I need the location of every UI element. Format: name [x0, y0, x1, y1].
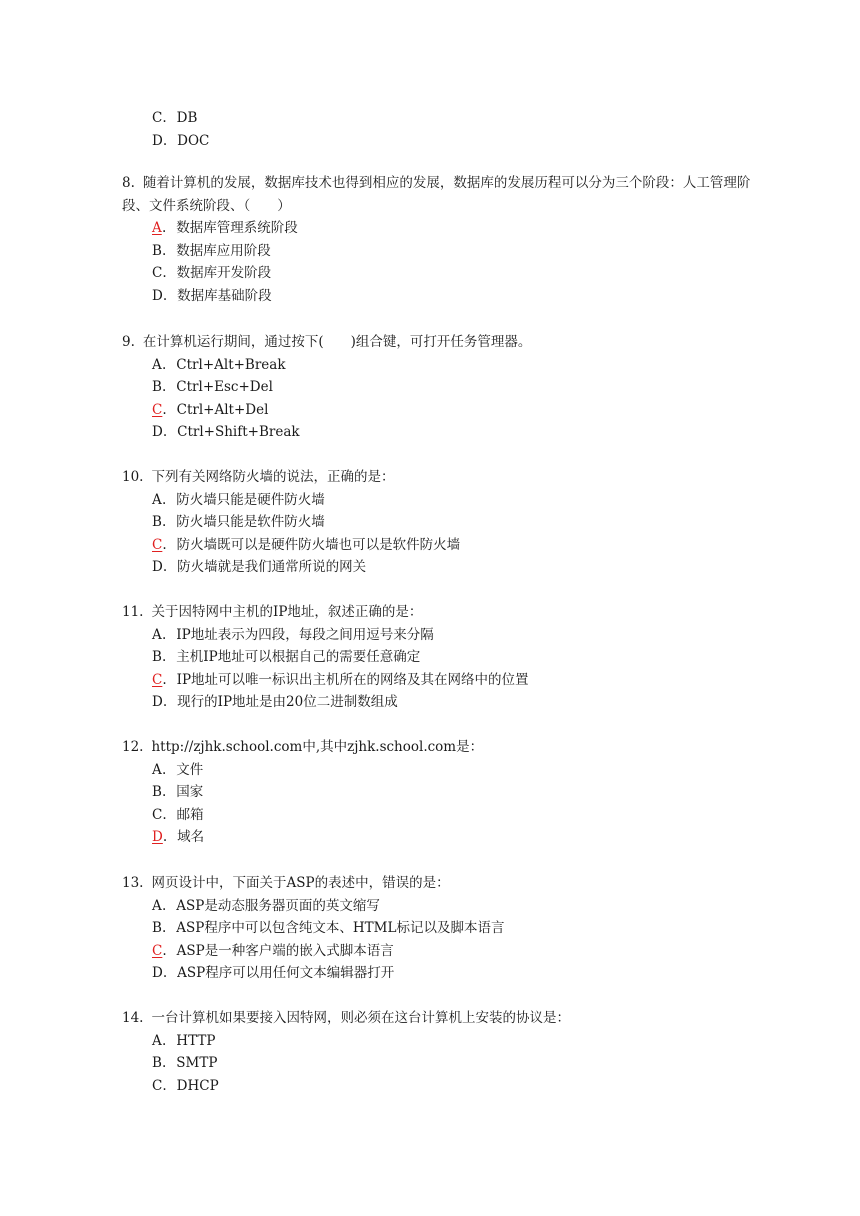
option-text: 数据库开发阶段 — [176, 265, 272, 282]
option-text: IP地址表示为四段，每段之间用逗号来分隔 — [176, 626, 434, 643]
option-letter: C — [152, 265, 163, 282]
option-text: 数据库管理系统阶段 — [176, 220, 298, 237]
option-letter: D — [152, 132, 163, 149]
options-list — [152, 217, 762, 307]
option-text: Ctrl+Esc+Del — [176, 379, 273, 396]
option-letter: C — [152, 401, 163, 418]
option-text: 防火墙就是我们通常所说的网关 — [177, 559, 367, 576]
options-list — [152, 759, 762, 849]
option-text: 现行的IP地址是由20位二进制数组成 — [177, 694, 398, 711]
options-list — [152, 624, 762, 714]
option-letter: B — [152, 784, 162, 801]
question-12 — [122, 736, 762, 849]
option-letter: B — [152, 242, 162, 259]
option-letter: B — [152, 649, 162, 666]
option-text: ASP程序中可以包含纯文本、HTML标记以及脚本语言 — [176, 920, 505, 937]
option-text: 防火墙只能是硬件防火墙 — [176, 491, 325, 508]
option-text: 主机IP地址可以根据自己的需要任意确定 — [176, 649, 421, 666]
option-text: ASP是一种客户端的嵌入式脚本语言 — [176, 942, 394, 959]
option-item: C. IP地址可以唯一标识出主机所在的网络及其在网络中的位置 — [152, 669, 762, 692]
option-letter: C — [152, 536, 163, 553]
question-number: 8. — [122, 175, 135, 191]
option-letter: C — [152, 110, 163, 126]
option-item: A. ASP是动态服务器页面的英文缩写 — [152, 895, 762, 918]
option-item: A. 数据库管理系统阶段 — [152, 217, 762, 240]
option-letter: D — [152, 965, 163, 982]
option-letter: A — [152, 1032, 162, 1049]
option-text: IP地址可以唯一标识出主机所在的网络及其在网络中的位置 — [176, 671, 529, 688]
option-text: 防火墙既可以是硬件防火墙也可以是软件防火墙 — [176, 536, 461, 553]
question-number: 11. — [122, 604, 144, 620]
option-letter: D — [152, 559, 163, 576]
option-text: DB — [176, 110, 198, 126]
option-item: C. 邮箱 — [152, 804, 762, 827]
question-number: 13. — [122, 875, 144, 891]
question-text: 下列有关网络防火墙的说法，正确的是： — [151, 469, 395, 485]
option-item: D. Ctrl+Shift+Break — [152, 421, 762, 444]
option-item: B. 主机IP地址可以根据自己的需要任意确定 — [152, 646, 762, 669]
option-item: C. DB — [152, 107, 209, 130]
question-text: 一台计算机如果要接入因特网，则必须在这台计算机上安装的协议是： — [151, 1010, 570, 1026]
option-item: B. 数据库应用阶段 — [152, 240, 762, 263]
question-number: 9. — [122, 334, 135, 350]
option-letter: D — [152, 424, 163, 441]
option-text: 防火墙只能是软件防火墙 — [176, 514, 325, 531]
option-text: DOC — [177, 132, 210, 149]
option-letter: D — [152, 287, 163, 304]
question-text: 在计算机运行期间，通过按下( )组合键，可打开任务管理器。 — [142, 334, 532, 350]
option-letter: A — [152, 897, 162, 914]
question-10 — [122, 466, 762, 579]
option-letter: C — [152, 806, 163, 823]
option-text: Ctrl+Shift+Break — [177, 424, 300, 441]
option-text: 域名 — [177, 829, 205, 846]
option-letter: A — [152, 761, 162, 778]
options-list — [152, 489, 762, 579]
option-letter: A — [152, 356, 162, 373]
question-text: 关于因特网中主机的IP地址，叙述正确的是： — [151, 604, 423, 620]
option-item: B. 国家 — [152, 781, 762, 804]
option-letter: D — [152, 829, 163, 846]
option-text: 邮箱 — [176, 806, 204, 823]
option-text: Ctrl+Alt+Del — [176, 401, 269, 418]
option-text: 数据库应用阶段 — [176, 242, 271, 259]
options-list — [152, 354, 762, 444]
option-text: ASP是动态服务器页面的英文缩写 — [176, 897, 380, 914]
option-letter: A — [152, 220, 162, 237]
option-letter: B — [152, 920, 162, 937]
question-11 — [122, 601, 762, 714]
option-letter: A — [152, 626, 162, 643]
option-item: A. HTTP — [152, 1030, 762, 1053]
option-letter: C — [152, 942, 163, 959]
question-text: 随着计算机的发展，数据库技术也得到相应的发展，数据库的发展历程可以分为三个阶段：人工管理阶段、文件系统阶段、（ ） — [122, 175, 751, 214]
option-item: C. 数据库开发阶段 — [152, 262, 762, 285]
option-text: 文件 — [176, 761, 204, 778]
option-text: SMTP — [176, 1055, 218, 1072]
option-item: B. ASP程序中可以包含纯文本、HTML标记以及脚本语言 — [152, 917, 762, 940]
question-text: http://zjhk.school.com中,其中zjhk.school.com是： — [151, 739, 484, 755]
option-item: A. 防火墙只能是硬件防火墙 — [152, 489, 762, 512]
option-item: D. ASP程序可以用任何文本编辑器打开 — [152, 962, 762, 985]
option-item: C. ASP是一种客户端的嵌入式脚本语言 — [152, 940, 762, 963]
option-item: C. DHCP — [152, 1075, 762, 1098]
option-item: B. Ctrl+Esc+Del — [152, 376, 762, 399]
option-item: D. 域名 — [152, 826, 762, 849]
options-list — [152, 895, 762, 985]
option-letter: B — [152, 1055, 162, 1072]
option-item: D. 现行的IP地址是由20位二进制数组成 — [152, 691, 762, 714]
option-item: A. IP地址表示为四段，每段之间用逗号来分隔 — [152, 624, 762, 647]
option-item: A. Ctrl+Alt+Break — [152, 354, 762, 377]
option-text: ASP程序可以用任何文本编辑器打开 — [177, 965, 395, 982]
option-letter: B — [152, 379, 162, 396]
option-text: 数据库基础阶段 — [177, 287, 272, 304]
question-13 — [122, 872, 762, 985]
option-item: D. 防火墙就是我们通常所说的网关 — [152, 556, 762, 579]
question-8 — [122, 172, 762, 308]
option-item: C. Ctrl+Alt+Del — [152, 399, 762, 422]
option-item: A. 文件 — [152, 759, 762, 782]
question-number: 12. — [122, 739, 144, 755]
options-list — [152, 1030, 762, 1098]
option-letter: C — [152, 671, 163, 688]
option-text: 国家 — [176, 784, 204, 801]
option-item: D. DOC — [152, 130, 209, 153]
carryover-options — [152, 107, 209, 152]
option-item: D. 数据库基础阶段 — [152, 285, 762, 308]
question-text: 网页设计中，下面关于ASP的表述中，错误的是： — [151, 875, 450, 891]
question-number: 10. — [122, 469, 144, 485]
option-text: DHCP — [176, 1077, 219, 1094]
question-14 — [122, 1007, 762, 1097]
option-item: C. 防火墙既可以是硬件防火墙也可以是软件防火墙 — [152, 534, 762, 557]
option-letter: A — [152, 491, 162, 508]
option-item: B. SMTP — [152, 1052, 762, 1075]
option-text: HTTP — [176, 1032, 216, 1049]
question-9 — [122, 331, 762, 444]
option-text: Ctrl+Alt+Break — [176, 356, 286, 373]
option-letter: C — [152, 1077, 163, 1094]
option-letter: D — [152, 694, 163, 711]
question-number: 14. — [122, 1010, 144, 1026]
option-letter: B — [152, 514, 162, 531]
option-item: B. 防火墙只能是软件防火墙 — [152, 511, 762, 534]
